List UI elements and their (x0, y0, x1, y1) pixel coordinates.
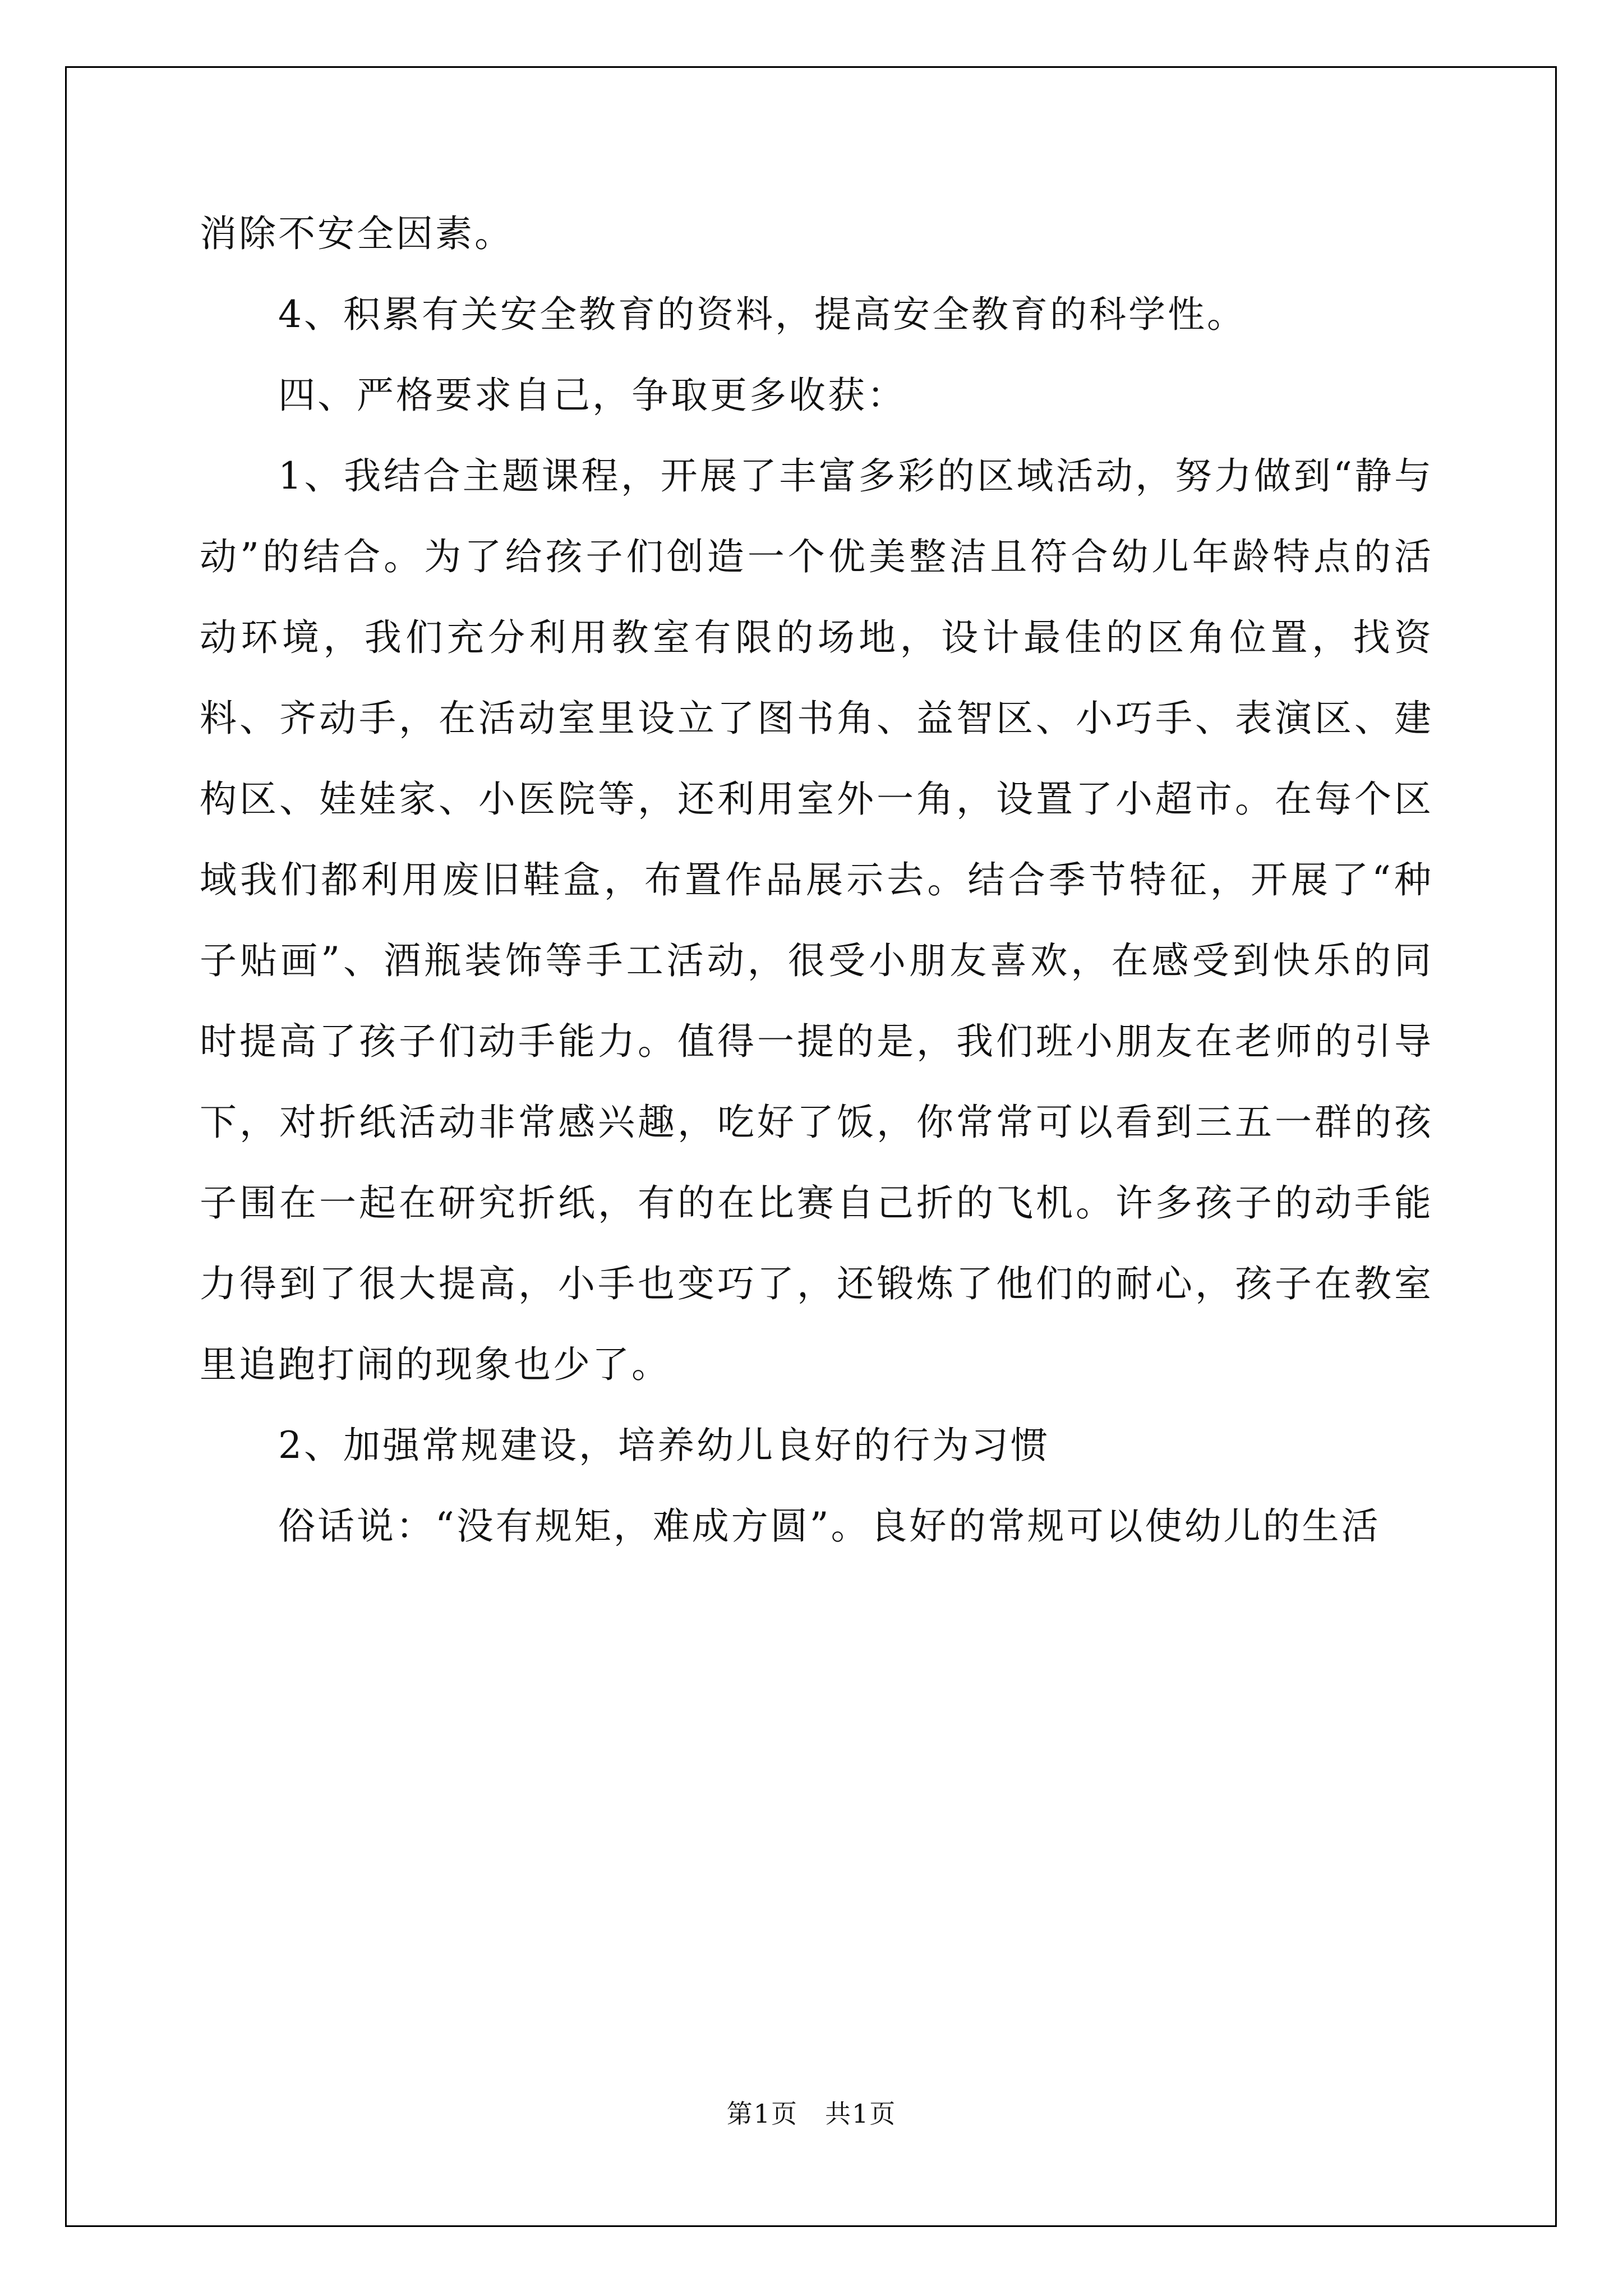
paragraph: 4、积累有关安全教育的资料，提高安全教育的科学性。 (278, 293, 1246, 336)
page-total: 共1页 (825, 2099, 897, 2129)
paragraph: 2、加强常规建设，培养幼儿良好的行为习惯 (278, 1424, 1050, 1467)
document-body (200, 194, 1433, 1567)
page-footer (0, 2093, 1623, 2131)
page-number: 第1页 (726, 2099, 798, 2129)
paragraph: 1、我结合主题课程，开展了丰富多彩的区域活动，努力做到“静与动”的结合。为了给孩子们创造一个优美整洁且符合幼儿年龄特点的活动环境，我们充分利用教室有限的场地，设计最佳的区角位置，找资料、齐动手，在活动室里设立了图书角、益智区、小巧手、表演区、建构区、娃娃家、小医院等，还利用室外一角，设置了小超市。在每个区域我们都利用废旧鞋盒，布置作品展示去。结合季节特征，开展了“种子贴画”、酒瓶装饰等手工活动，很受小朋友喜欢，在感受到快乐的同时提高了孩子们动手能力。值得一提的是，我们班小朋友在老师的引导下，对折纸活动非常感兴趣，吃好了饭，你常常可以看到三五一群的孩子围在一起在研究折纸，有的在比赛自己折的飞机。许多孩子的动手能力得到了很大提高，小手也变巧了，还锻炼了他们的耐心，孩子在教室里追跑打闹的现象也少了。 (200, 454, 1433, 1386)
paragraph: 消除不安全因素。 (200, 212, 514, 255)
paragraph: 俗话说：“没有规矩，难成方圆”。良好的常规可以使幼儿的生活 (278, 1504, 1381, 1548)
section-heading: 四、严格要求自己，争取更多收获： (278, 374, 906, 417)
